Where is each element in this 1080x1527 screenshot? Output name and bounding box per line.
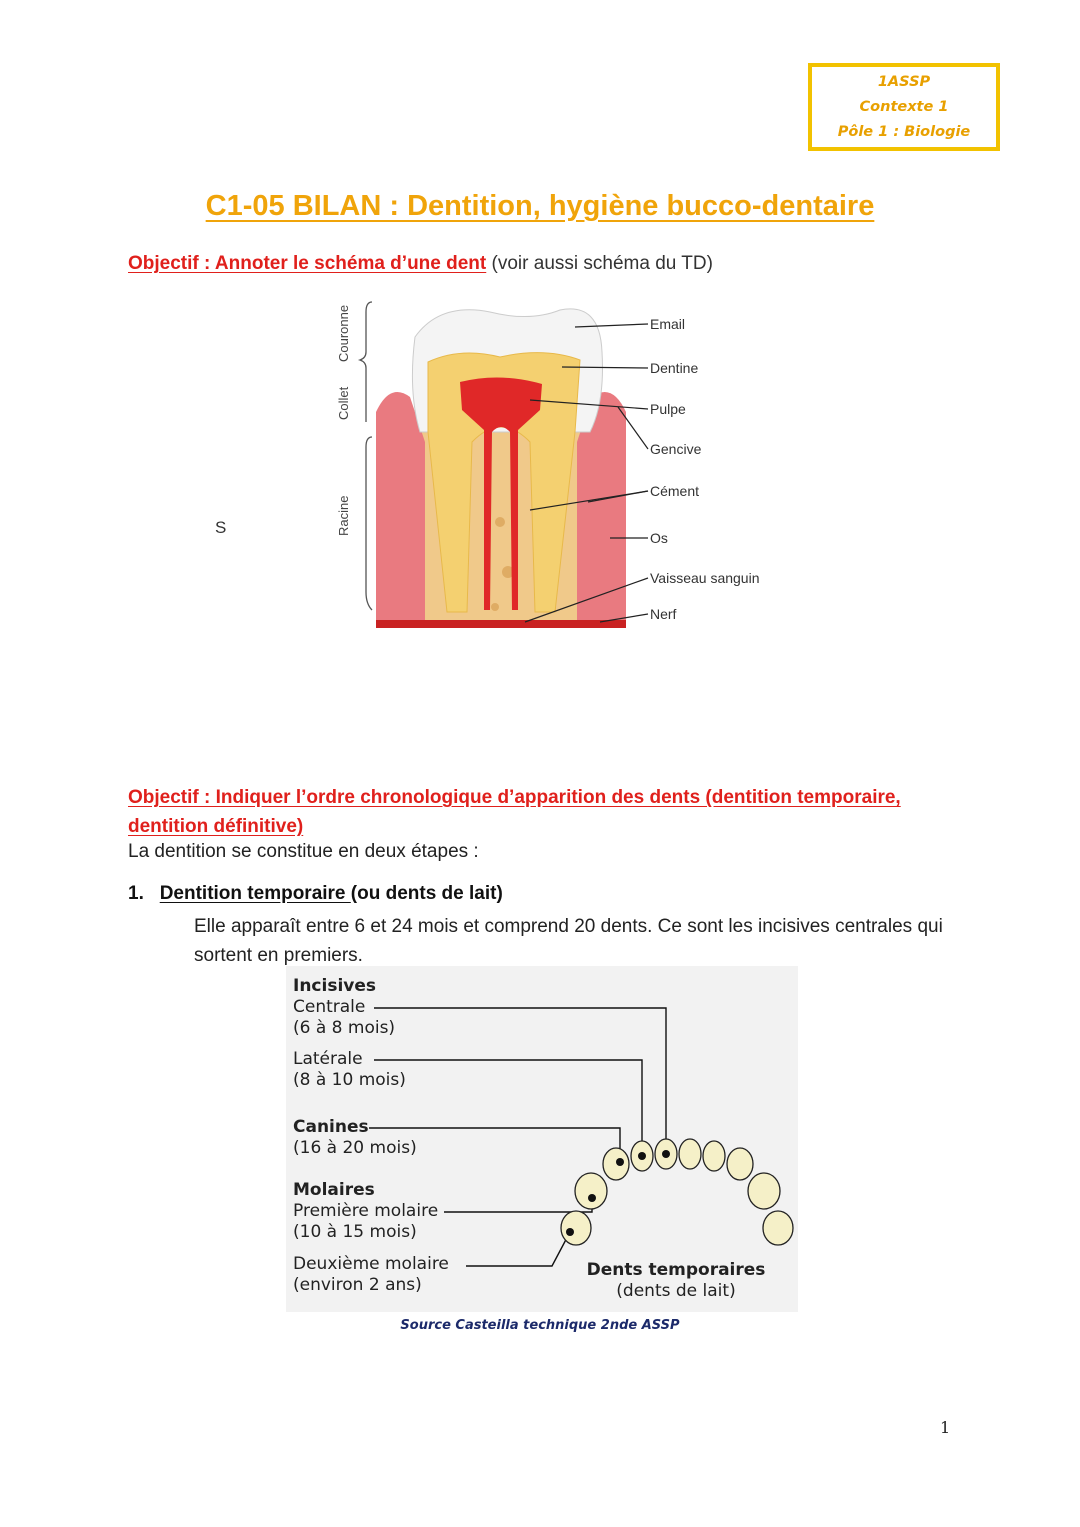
context-class: 1ASSP <box>877 73 931 90</box>
teeth-caption-sub: (dents de lait) <box>616 1281 736 1301</box>
canines-group <box>293 1117 417 1159</box>
deuxieme-label: Deuxième molaire <box>293 1254 449 1274</box>
label-dentine: Dentine <box>650 360 699 376</box>
label-vaisseau: Vaisseau sanguin <box>650 570 760 586</box>
objective-2: Objectif : Indiquer l’ordre chronologique d’apparition des dents (dentition temporaire, dentition définitive) <box>128 787 901 837</box>
section-1-suffix: (ou dents de lait) <box>350 883 503 904</box>
source-credit: Source Casteilla technique 2nde ASSP <box>400 1318 680 1333</box>
molaires-group <box>293 1180 438 1243</box>
section-1-text: Elle apparaît entre 6 et 24 mois et comprend 20 dents. Ce sont les incisives centrales qui sortent en premiers. <box>194 916 943 966</box>
incisives-group <box>293 976 395 1039</box>
label-gencive: Gencive <box>650 441 702 457</box>
premiere-label: Première molaire <box>293 1201 439 1221</box>
centrale-label: Centrale <box>293 997 366 1017</box>
objective-1-note: (voir aussi schéma du TD) <box>486 253 713 274</box>
intro-text: La dentition se constitue en deux étapes : <box>128 841 479 862</box>
page-number: 1 <box>940 1418 951 1437</box>
section-1-number: 1. <box>128 883 144 904</box>
teeth-diagram <box>286 966 798 1312</box>
teeth-caption <box>576 1260 776 1302</box>
label-couronne: Couronne <box>336 304 351 362</box>
objective-1-label: Objectif : Annoter le schéma d’une dent <box>128 253 487 274</box>
teeth-caption-title: Dents temporaires <box>586 1260 766 1280</box>
label-racine: Racine <box>336 495 351 536</box>
label-collet: Collet <box>336 386 351 420</box>
label-nerf: Nerf <box>650 606 677 622</box>
context-box <box>808 63 1000 151</box>
laterale-label: Latérale <box>293 1049 363 1069</box>
deuxieme-age: (environ 2 ans) <box>293 1275 422 1295</box>
teeth-arch <box>561 1139 793 1245</box>
deuxieme-group <box>293 1254 449 1296</box>
gum-left <box>376 392 425 622</box>
tooth-diagram <box>330 292 780 647</box>
premiere-age: (10 à 15 mois) <box>293 1222 417 1242</box>
nerve-vessel <box>376 620 626 628</box>
label-cement: Cément <box>650 483 700 499</box>
stray-character: S <box>215 518 227 537</box>
label-email: Email <box>650 316 686 332</box>
label-os: Os <box>650 530 668 546</box>
molaires-heading: Molaires <box>293 1180 375 1200</box>
page-title: C1-05 BILAN : Dentition, hygiène bucco-dentaire <box>205 190 875 222</box>
label-pulpe: Pulpe <box>650 401 686 417</box>
incisives-heading: Incisives <box>293 976 377 996</box>
canines-heading: Canines <box>293 1117 369 1137</box>
laterale-group <box>293 1049 406 1091</box>
section-1-heading <box>128 883 503 905</box>
context-number: Contexte 1 <box>859 98 949 115</box>
context-pole: Pôle 1 : Biologie <box>837 123 971 140</box>
canines-age: (16 à 20 mois) <box>293 1138 417 1158</box>
section-1-title: Dentition temporaire <box>159 883 351 904</box>
centrale-age: (6 à 8 mois) <box>293 1018 396 1038</box>
objective-1 <box>128 253 713 275</box>
laterale-age: (8 à 10 mois) <box>293 1070 406 1090</box>
